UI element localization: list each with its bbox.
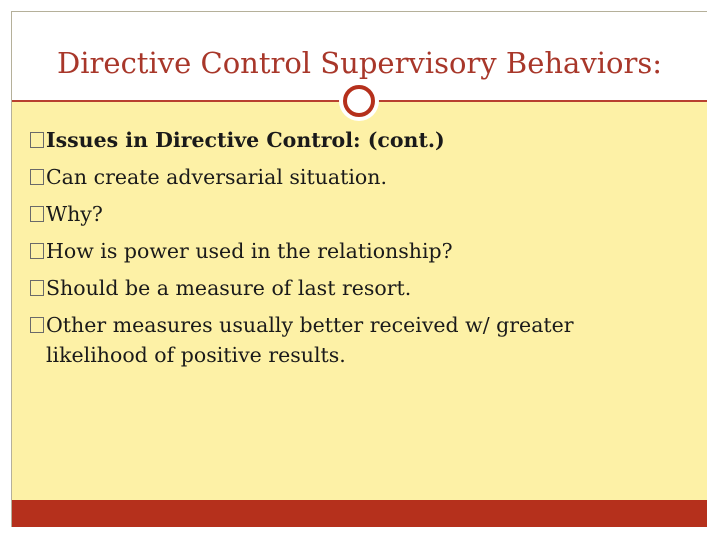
bullet-text: How is power used in the relationship? bbox=[46, 239, 453, 263]
bullet-item bbox=[30, 199, 670, 229]
missing-glyph-box-icon bbox=[30, 243, 44, 259]
missing-glyph-box-icon bbox=[30, 206, 44, 222]
missing-glyph-box-icon bbox=[30, 169, 44, 185]
missing-glyph-box-icon bbox=[30, 280, 44, 296]
circle-ornament-ring bbox=[343, 85, 375, 117]
bullet-text: Other measures usually better received w/ greater likelihood of positive results. bbox=[46, 313, 574, 367]
bullet-item bbox=[30, 236, 670, 266]
bottom-accent-bar bbox=[12, 500, 707, 527]
bullet-item bbox=[30, 125, 670, 155]
bullet-text: Why? bbox=[46, 202, 103, 226]
circle-ornament-icon bbox=[339, 81, 379, 121]
slide-title: Directive Control Supervisory Behaviors: bbox=[57, 46, 662, 80]
bullet-item bbox=[30, 273, 670, 303]
missing-glyph-box-icon bbox=[30, 317, 44, 333]
bullet-text: Issues in Directive Control: (cont.) bbox=[46, 128, 445, 152]
bullet-text: Should be a measure of last resort. bbox=[46, 276, 412, 300]
missing-glyph-box-icon bbox=[30, 132, 44, 148]
bullet-list bbox=[30, 125, 670, 377]
bullet-text: Can create adversarial situation. bbox=[46, 165, 387, 189]
bullet-item bbox=[30, 162, 670, 192]
bullet-item bbox=[30, 310, 670, 370]
